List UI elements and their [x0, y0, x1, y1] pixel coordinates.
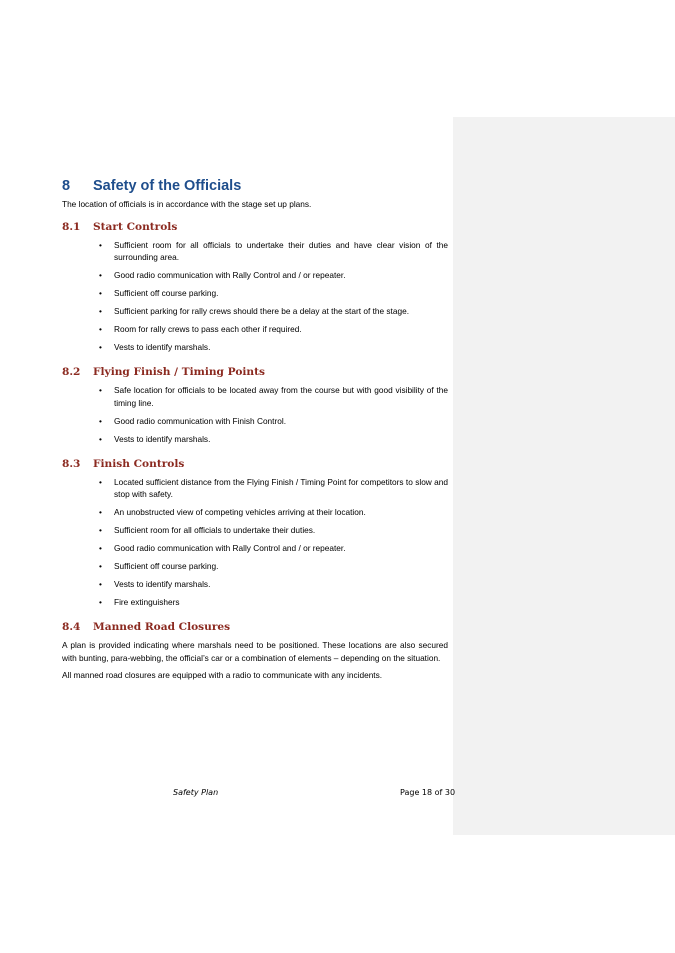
list-item-text: An unobstructed view of competing vehicles arriving at their location. [114, 507, 366, 518]
list-item [62, 596, 448, 609]
subsection-number: 8.4 [62, 620, 81, 633]
bullet-list [62, 476, 448, 609]
list-item [62, 560, 448, 573]
bullet-icon: • [99, 476, 102, 487]
paragraph: All manned road closures are equipped with a radio to communicate with any incidents. [62, 670, 383, 681]
list-item-text: Vests to identify marshals. [114, 433, 211, 444]
list-item-text: Safe location for officials to be located away from the course but with good visibility of the timing line. [114, 385, 448, 408]
list-item-text: Good radio communication with Rally Control and / or repeater. [114, 270, 346, 281]
list-item [62, 384, 448, 409]
list-item-text: Sufficient off course parking. [114, 288, 219, 299]
list-item [62, 506, 448, 519]
comment-pane [453, 117, 675, 835]
bullet-icon: • [99, 306, 102, 317]
bullet-icon: • [99, 561, 102, 572]
subsections [62, 221, 448, 682]
list-item [62, 415, 448, 428]
list-item-text: Located sufficient distance from the Flying Finish / Timing Point for competitors to slow and stop with safety. [114, 476, 448, 500]
paragraph: A plan is provided indicating where marshals need to be positioned. These locations are also secured with bunting, para-webbing, the official’s car or a combination of elements – depending on the situation. [62, 639, 448, 663]
subsection-heading [62, 366, 448, 378]
list-item [62, 433, 448, 446]
list-item [62, 524, 448, 537]
footer-page-number: Page 18 of 30 [400, 788, 456, 797]
section-heading [62, 178, 448, 194]
footer-document-title: Safety Plan [173, 788, 219, 797]
bullet-icon: • [99, 597, 102, 608]
subsection-number: 8.1 [62, 220, 81, 233]
bullet-icon: • [99, 385, 102, 396]
bullet-list [62, 239, 448, 354]
list-item-text: Good radio communication with Finish Control. [114, 415, 287, 426]
list-item [62, 239, 448, 264]
bullet-icon: • [99, 433, 102, 444]
list-item-text: Room for rally crews to pass each other if required. [114, 324, 302, 335]
subsection-number: 8.3 [62, 457, 81, 470]
bullet-icon: • [99, 324, 102, 335]
bullet-icon: • [99, 288, 102, 299]
list-item [62, 578, 448, 591]
section-number: 8 [62, 178, 71, 194]
list-item-text: Good radio communication with Rally Control and / or repeater. [114, 543, 346, 554]
list-item-text: Sufficient off course parking. [114, 561, 219, 572]
subsection-number: 8.2 [62, 366, 81, 379]
list-item-text: Sufficient room for all officials to undertake their duties and have clear vision of the surrounding area. [114, 239, 448, 263]
bullet-list [62, 384, 448, 445]
subsection-title: Finish Controls [93, 457, 185, 470]
bullet-icon: • [99, 270, 102, 281]
document-page [62, 178, 448, 687]
subsection-heading [62, 458, 448, 470]
bullet-icon: • [99, 415, 102, 426]
subsection-title: Start Controls [93, 220, 178, 233]
bullet-icon: • [99, 239, 102, 250]
bullet-icon: • [99, 507, 102, 518]
bullet-icon: • [99, 543, 102, 554]
list-item [62, 287, 448, 300]
list-item [62, 305, 448, 318]
list-item-text: Vests to identify marshals. [114, 579, 211, 590]
list-item [62, 542, 448, 555]
list-item-text: Vests to identify marshals. [114, 342, 211, 353]
list-item [62, 476, 448, 501]
bullet-icon: • [99, 579, 102, 590]
list-item-text: Sufficient parking for rally crews should there be a delay at the start of the stage. [114, 306, 410, 317]
list-item-text: Fire extinguishers [114, 597, 180, 608]
list-item [62, 269, 448, 282]
section-title: Safety of the Officials [93, 178, 242, 194]
bullet-icon: • [99, 342, 102, 353]
subsection-title: Manned Road Closures [93, 620, 231, 633]
subsection-title: Flying Finish / Timing Points [93, 366, 265, 379]
list-item-text: Sufficient room for all officials to undertake their duties. [114, 525, 316, 536]
subsection-heading [62, 221, 448, 233]
list-item [62, 323, 448, 336]
list-item [62, 341, 448, 354]
bullet-icon: • [99, 525, 102, 536]
subsection-heading [62, 621, 448, 633]
section-intro: The location of officials is in accordance with the stage set up plans. [62, 199, 312, 209]
